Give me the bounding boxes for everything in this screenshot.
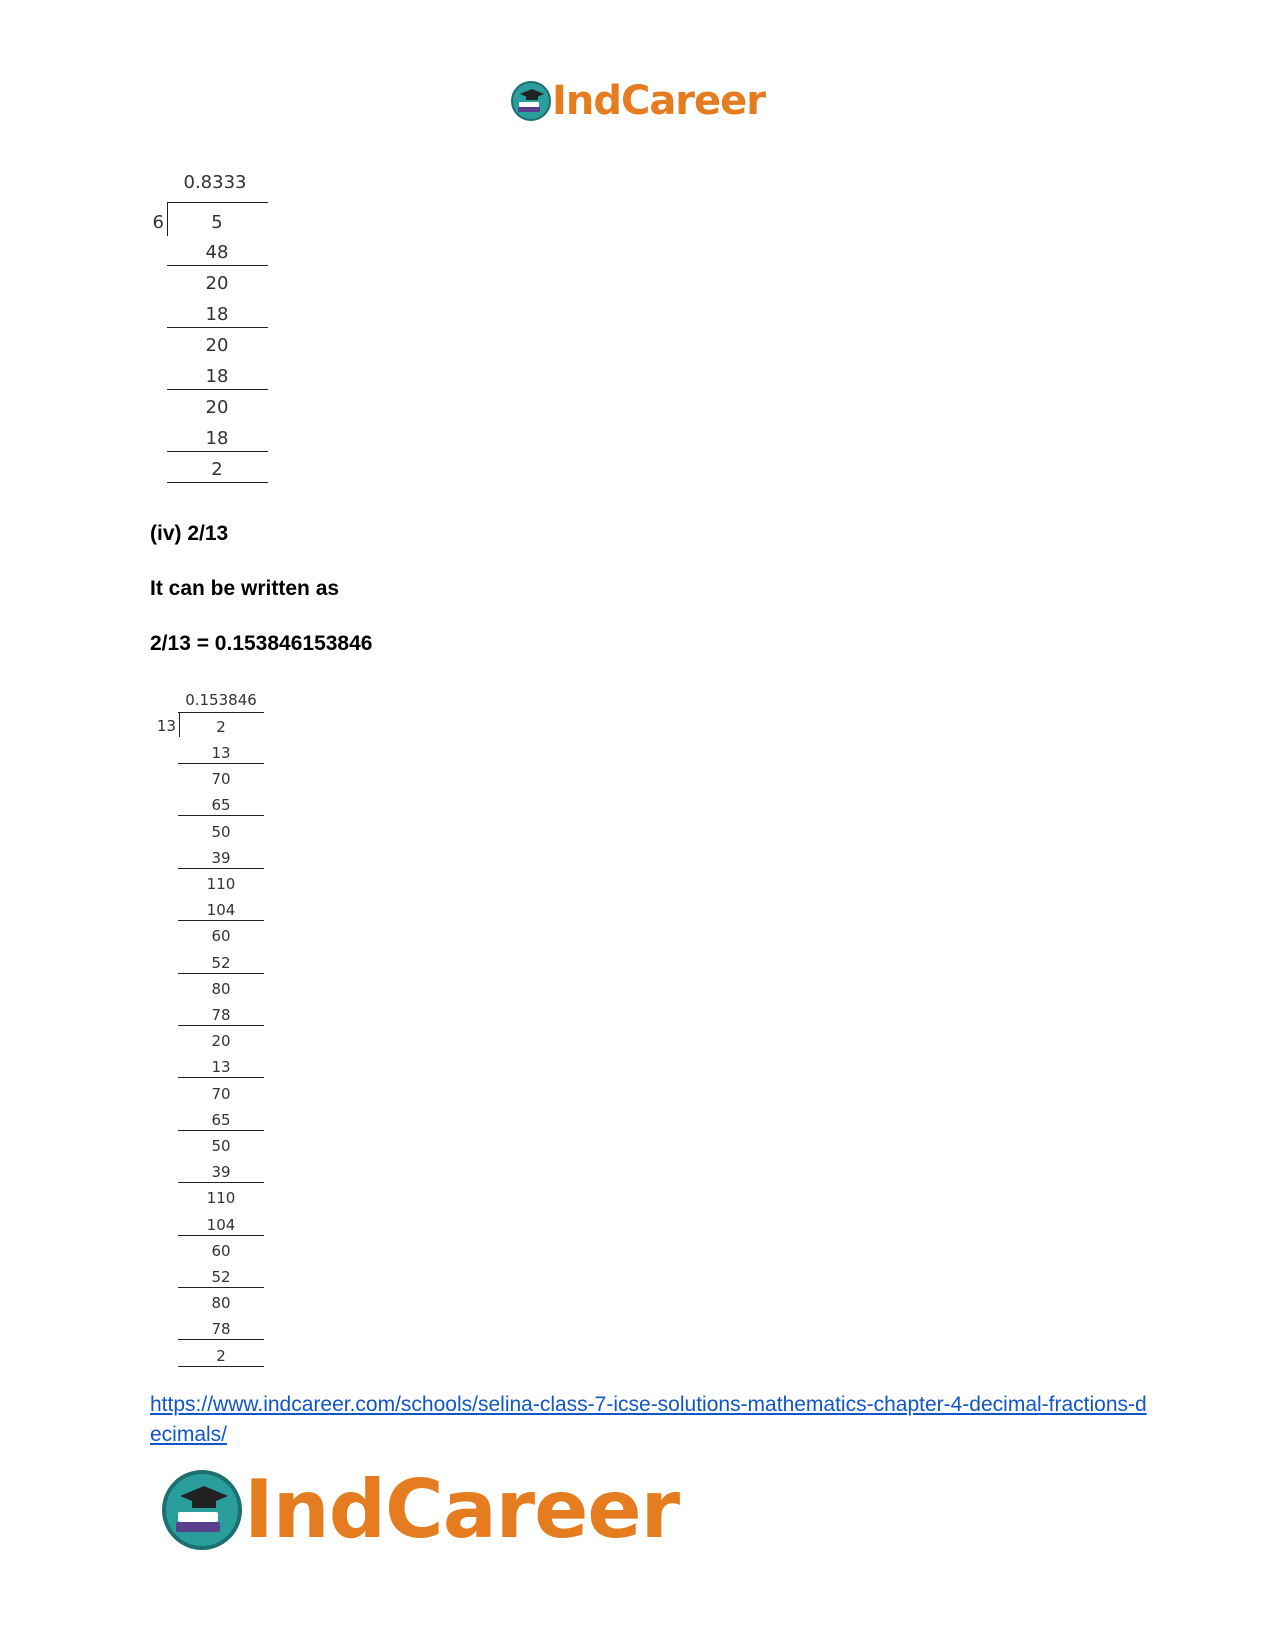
division-step: 20	[205, 273, 229, 294]
subtraction-line	[178, 1130, 264, 1131]
header-logo	[0, 78, 1275, 124]
subtraction-line	[167, 451, 268, 452]
division-step: 60	[211, 1241, 231, 1260]
division-step: 20	[211, 1032, 231, 1051]
subtraction-line	[178, 920, 264, 921]
division-step: 39	[211, 1163, 231, 1182]
logo-wordmark: IndCareer	[551, 78, 766, 124]
division-step: 60	[211, 927, 231, 946]
division-step: 13	[211, 1058, 231, 1077]
division-step: 18	[205, 304, 229, 325]
section-heading: (iv) 2/13	[150, 522, 229, 545]
division-step: 110	[206, 875, 236, 893]
division-step: 52	[211, 953, 231, 972]
subtraction-line	[178, 1366, 264, 1367]
globe-books-icon	[160, 1468, 244, 1552]
division-step: 70	[211, 1084, 231, 1103]
subtraction-line	[167, 389, 268, 390]
subtraction-line	[178, 973, 264, 974]
divisor: 6	[152, 212, 164, 233]
division-step: 65	[211, 796, 231, 815]
division-step: 50	[211, 822, 231, 841]
quotient-line	[178, 712, 264, 713]
logo-wordmark: IndCareer	[244, 1463, 680, 1556]
subtraction-line	[167, 327, 268, 328]
division-step: 78	[211, 1320, 231, 1339]
subtraction-line	[178, 815, 264, 816]
subtraction-line	[167, 265, 268, 266]
subtraction-line	[178, 1077, 264, 1078]
subtraction-line	[178, 1339, 264, 1340]
subtraction-line	[178, 868, 264, 869]
division-step: 52	[211, 1268, 231, 1286]
source-link[interactable]: https://www.indcareer.com/schools/selina-class-7-icse-solutions-mathematics-chapter-4-decimal-fractions-decimals/	[150, 1393, 1147, 1446]
subtraction-line	[178, 1287, 264, 1288]
dividend: 2	[216, 718, 226, 736]
division-step: 18	[205, 428, 229, 449]
dividend: 5	[211, 212, 223, 233]
division-step: 48	[205, 242, 229, 263]
division-step: 70	[211, 770, 231, 789]
globe-books-icon	[510, 80, 552, 122]
division-step: 39	[211, 848, 231, 867]
quotient-line	[167, 202, 268, 203]
division-step: 78	[211, 1006, 231, 1024]
divisor: 13	[156, 717, 176, 735]
division-step: 104	[206, 901, 236, 920]
division-step: 104	[206, 1215, 236, 1234]
division-step: 18	[205, 366, 229, 387]
subtraction-line	[167, 482, 268, 483]
subtraction-line	[178, 1025, 264, 1026]
quotient: 0.153846	[185, 691, 257, 709]
division-step: 20	[205, 335, 229, 356]
division-step: 2	[211, 459, 223, 480]
footer-logo	[160, 1463, 680, 1556]
division-step: 65	[211, 1110, 231, 1129]
quotient: 0.8333	[183, 172, 247, 193]
division-step: 50	[211, 1137, 231, 1155]
subtraction-line	[178, 1235, 264, 1236]
subtraction-line	[178, 763, 264, 764]
division-step: 13	[211, 744, 231, 762]
division-step: 80	[211, 979, 231, 998]
subtraction-line	[178, 1182, 264, 1183]
equation-line: 2/13 = 0.153846153846	[150, 632, 373, 655]
division-step: 2	[216, 1346, 226, 1365]
division-step: 110	[206, 1189, 236, 1208]
division-step: 80	[211, 1294, 231, 1313]
text-line: It can be written as	[150, 577, 340, 600]
division-step: 20	[205, 397, 229, 418]
